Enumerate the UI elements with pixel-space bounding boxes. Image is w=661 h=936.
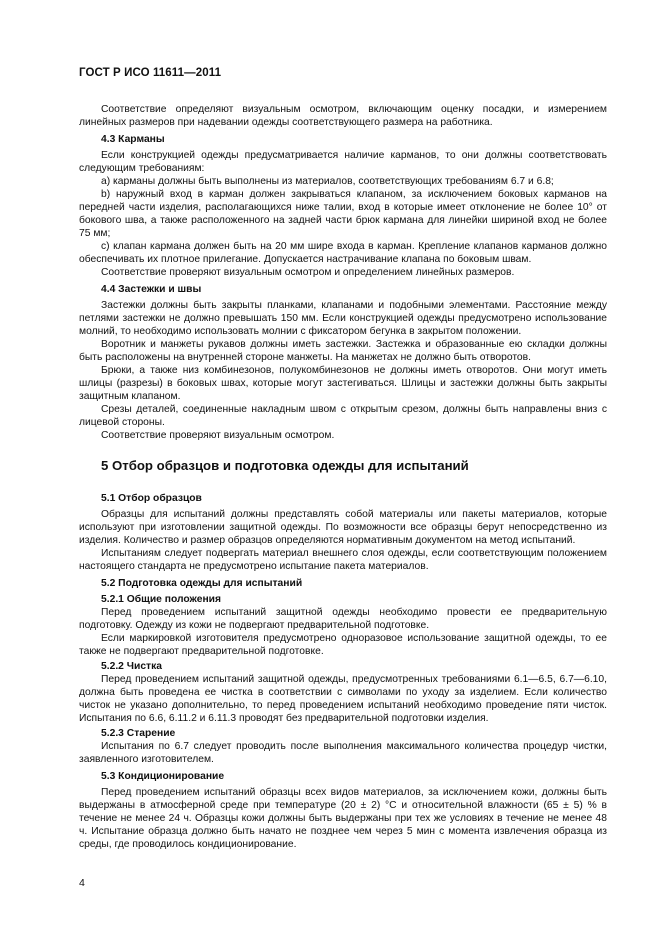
paragraph: Срезы деталей, соединенные накладным швом с открытым срезом, должны быть направлены вниз с лицевой стороны. — [79, 404, 607, 428]
paragraph: Перед проведением испытаний защитной одежды необходимо провести ее предварительную подготовку. Одежду из кожи не подвергают предварительной подготовке. — [79, 607, 607, 631]
paragraph: Образцы для испытаний должны представлять собой материалы или пакеты материалов, которые используют при изготовлении защитной одежды. По возможности все образцы берут непосредственно из изделия. Количество и размер образцов определяются нормативным документом на метод испытаний. — [79, 509, 607, 546]
subsection-heading: 5.2.3 Старение — [101, 728, 176, 739]
section-heading: 4.3 Карманы — [101, 134, 165, 145]
paragraph: Испытаниям следует подвергать материал внешнего слоя одежды, если соответствующим положением настоящего стандарта не предусмотрено испытание пакета материалов. — [79, 548, 607, 572]
paragraph: Соответствие проверяют визуальным осмотром. — [101, 430, 335, 441]
subsection-heading: 5.2.1 Общие положения — [101, 594, 221, 605]
chapter-heading: 5 Отбор образцов и подготовка одежды для испытаний — [101, 458, 469, 473]
list-item: a) карманы должны быть выполнены из материалов, соответствующих требованиям 6.7 и 6.8; — [101, 176, 554, 187]
paragraph: Воротник и манжеты рукавов должны иметь застежки. Застежка и образованные ею складки должны быть расположены на внутренней стороне манжеты. На манжетах не должно быть отворотов. — [79, 339, 607, 363]
paragraph: Перед проведением испытаний образцы всех видов материалов, за исключением кожи, должны быть выдержаны в атмосферной среде при температуре (20 ± 2) °C и относительной влажности (65 ± 5) % в течение не менее 24 ч. Образцы кожи должны быть выдержаны при тех же условиях в течение не менее 48 ч. Испытание образца должно быть начато не позднее чем через 5 мин с момента извлечения образца из среды, где проводилось кондиционирование. — [79, 787, 607, 850]
standard-header: ГОСТ Р ИСО 11611—2011 — [79, 67, 222, 79]
section-heading: 5.2 Подготовка одежды для испытаний — [101, 578, 303, 589]
subsection-heading: 5.2.2 Чистка — [101, 661, 162, 672]
list-item: c) клапан кармана должен быть на 20 мм шире входа в карман. Крепление клапанов карманов должно обеспечивать их плотное прилегание. Допускается настрачивание клапана по боковым швам. — [79, 241, 607, 265]
paragraph: Если конструкцией одежды предусматривается наличие карманов, то они должны соответствовать следующим требованиям: — [79, 150, 607, 174]
section-heading: 4.4 Застежки и швы — [101, 284, 202, 295]
paragraph: Перед проведением испытаний защитной одежды, предусмотренных требованиями 6.1—6.5, 6.7—6.10, должна быть проведена ее чистка в соответствии с символами по уходу за изделием. Если количество чисток не указано дополнительно, то перед проведением испытаний необходимо проведение пяти чисток. Испытания по 6.6, 6.11.2 и 6.11.3 проводят без предварительной подготовки изделия. — [79, 674, 607, 724]
paragraph: Если маркировкой изготовителя предусмотрено одноразовое использование защитной одежды, то ее также не подвергают предварительной подготовке. — [79, 633, 607, 657]
paragraph: Застежки должны быть закрыты планками, клапанами и подобными элементами. Расстояние между петлями застежки не должно превышать 150 мм. Если конструкцией одежды предусмотрено использование молний, то необходимо использовать молнии с фиксатором бегунка в закрытом положении. — [79, 300, 607, 337]
section-heading: 5.3 Кондиционирование — [101, 771, 225, 782]
paragraph: Соответствие определяют визуальным осмотром, включающим оценку посадки, и измерением линейных размеров при надевании одежды соответствующего размера на работника. — [79, 104, 607, 128]
section-heading: 5.1 Отбор образцов — [101, 493, 202, 504]
page-number: 4 — [79, 877, 85, 889]
paragraph: Брюки, а также низ комбинезонов, полукомбинезонов не должны иметь отворотов. Они могут иметь шлицы (разрезы) в боковых швах, которые могут застегиваться. Шлицы и застежки должны быть закрыты защитным клапаном. — [79, 365, 607, 402]
paragraph: Испытания по 6.7 следует проводить после выполнения максимального количества процедур чистки, заявленного изготовителем. — [79, 741, 607, 765]
document-body — [79, 103, 607, 851]
list-item: b) наружный вход в карман должен закрываться клапаном, за исключением боковых карманов на передней части изделия, располагающихся ниже талии, вход в которые имеет отклонение не более 10° от бокового шва, а также расположенного на задней части брюк кармана для линейки шириной вход не более 75 мм; — [79, 189, 607, 239]
paragraph: Соответствие проверяют визуальным осмотром и определением линейных размеров. — [101, 267, 515, 278]
